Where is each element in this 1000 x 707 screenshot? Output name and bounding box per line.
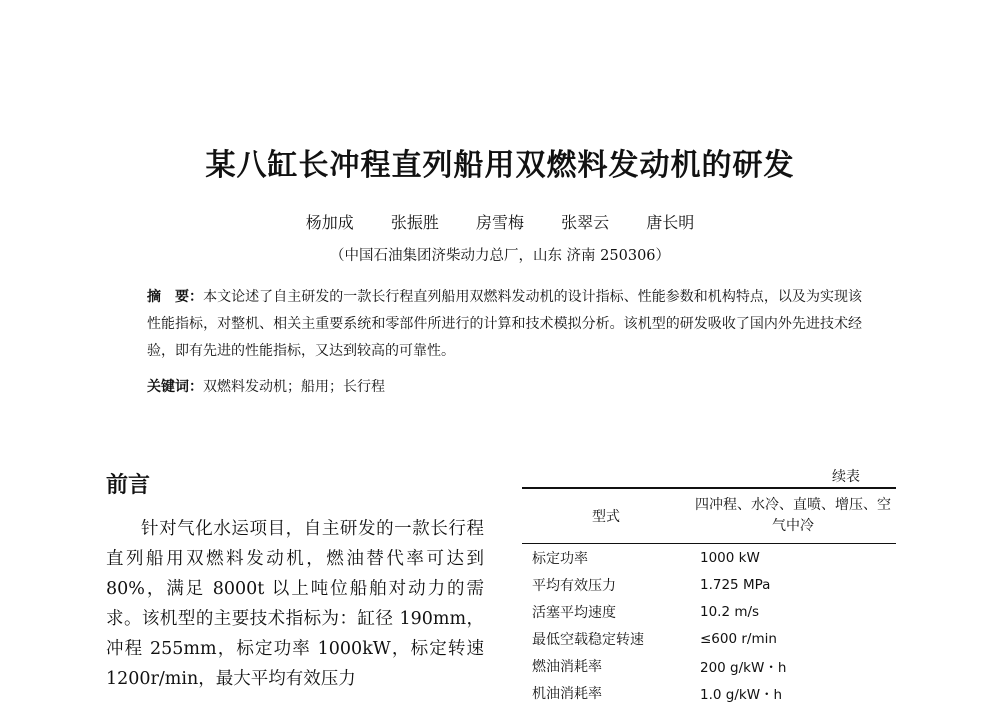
author-list [0, 210, 1000, 233]
param-name: 最低空载稳定转速 [532, 631, 644, 648]
paper-title: 某八缸长冲程直列船用双燃料发动机的研发 [205, 148, 795, 183]
abstract-label: 摘 要： [147, 289, 204, 305]
table-row [522, 598, 896, 625]
author-name: 杨加成 [305, 213, 354, 232]
param-value: ≤600 r/min [700, 630, 777, 647]
engine-spec-table [522, 487, 896, 706]
keywords-label: 关键词： [147, 379, 203, 395]
author-name: 张振胜 [390, 213, 439, 232]
param-name: 活塞平均速度 [532, 604, 616, 621]
keywords [147, 376, 862, 396]
abstract [147, 284, 862, 365]
keywords-text: 双燃料发动机；船用；长行程 [203, 379, 385, 395]
table-header-cell: 型式 [592, 509, 620, 525]
param-name: 平均有效压力 [532, 577, 616, 594]
param-name: 标定功率 [532, 550, 588, 567]
body-paragraph [106, 514, 484, 694]
section-heading: 前言 [106, 473, 151, 498]
table-row [522, 571, 896, 598]
abstract-text: 本文论述了自主研发的一款长行程直列船用双燃料发动机的设计指标、性能参数和机构特点，以及为实现该性能指标，对整机、相关主重要系统和零部件所进行的计算和技术模拟分析。该机型的研发吸收了国内外先进技术经验，即有先进的性能指标，又达到较高的可靠性。 [147, 289, 863, 359]
table-header-cell: 四冲程、水冷、直喷、增压、空气中冷 [695, 497, 891, 534]
param-value: 10.2 m/s [700, 603, 760, 620]
param-name: 机油消耗率 [532, 685, 602, 702]
table-continued-label: 续表 [832, 469, 860, 485]
author-name: 张翠云 [561, 213, 610, 232]
param-name: 燃油消耗率 [532, 658, 602, 675]
table-row [522, 652, 896, 679]
affiliation: （中国石油集团济柴动力总厂，山东 济南 250306） [329, 248, 671, 264]
table-row [522, 544, 896, 572]
param-value: 1.725 MPa [700, 576, 771, 593]
author-name: 房雪梅 [475, 213, 524, 232]
table-row [522, 679, 896, 706]
param-value: 200 g/kW・h [700, 659, 787, 676]
author-name: 唐长明 [646, 213, 695, 232]
table-header-row [522, 488, 896, 544]
param-value: 1000 kW [700, 549, 760, 566]
param-value: 1.0 g/kW・h [700, 686, 783, 703]
table-row [522, 625, 896, 652]
body-text: 针对气化水运项目，自主研发的一款长行程直列船用双燃料发动机，燃油替代率可达到 80%，满足 8000t 以上吨位船舶对动力的需求。该机型的主要技术指标为：缸径 190mm，冲程 255mm，标定功率 1000kW，标定转速 1200r/min，最大平均有效压力 [106, 519, 484, 689]
